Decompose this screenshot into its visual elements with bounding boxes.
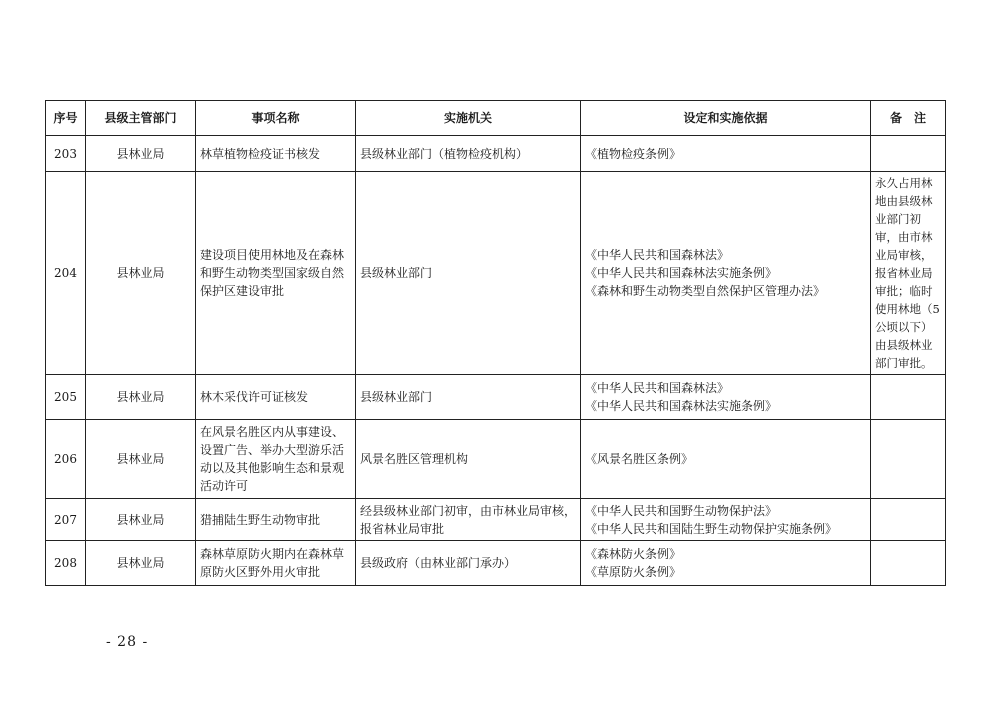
header-dept: 县级主管部门 [86, 101, 196, 136]
cell-seq: 208 [46, 541, 86, 586]
cell-dept: 县林业局 [86, 136, 196, 172]
cell-dept: 县林业局 [86, 420, 196, 499]
basis-line: 《风景名胜区条例》 [585, 452, 694, 466]
cell-dept: 县林业局 [86, 172, 196, 375]
cell-note [871, 499, 946, 541]
cell-item: 森林草原防火期内在森林草原防火区野外用火审批 [196, 541, 356, 586]
cell-agency: 县级林业部门（植物检疫机构） [356, 136, 581, 172]
table-header-row [46, 101, 946, 136]
header-agency: 实施机关 [356, 101, 581, 136]
basis-line: 《中华人民共和国森林法》 [585, 248, 730, 262]
cell-dept: 县林业局 [86, 499, 196, 541]
cell-dept: 县林业局 [86, 541, 196, 586]
basis-line: 《中华人民共和国森林法实施条例》 [585, 266, 778, 280]
cell-basis [581, 375, 871, 420]
cell-basis [581, 541, 871, 586]
cell-agency: 风景名胜区管理机构 [356, 420, 581, 499]
basis-line: 《中华人民共和国野生动物保护法》 [585, 503, 778, 518]
basis-line: 《中华人民共和国森林法》 [585, 381, 730, 395]
basis-line: 《中华人民共和国森林法实施条例》 [585, 399, 778, 413]
header-basis: 设定和实施依据 [581, 101, 871, 136]
basis-line: 《中华人民共和国陆生野生动物保护实施条例》 [585, 521, 838, 536]
cell-seq: 207 [46, 499, 86, 541]
table-row [46, 420, 946, 499]
basis-line: 《植物检疫条例》 [585, 146, 682, 161]
table-row [46, 136, 946, 172]
cell-item: 建设项目使用林地及在森林和野生动物类型国家级自然保护区建设审批 [196, 172, 356, 375]
cell-seq: 206 [46, 420, 86, 499]
cell-agency: 县级林业部门 [356, 375, 581, 420]
approval-items-table [45, 100, 946, 586]
cell-basis [581, 499, 871, 541]
page-number: - 28 - [106, 634, 149, 650]
cell-item: 林木采伐许可证核发 [196, 375, 356, 420]
table-row [46, 499, 946, 541]
cell-note: 永久占用林地由县级林业部门初审，由市林业局审核，报省林业局审批；临时使用林地（5公顷以下）由县级林业部门审批。 [871, 172, 946, 375]
header-item: 事项名称 [196, 101, 356, 136]
cell-agency: 经县级林业部门初审，由市林业局审核，报省林业局审批 [356, 499, 581, 541]
table-row [46, 375, 946, 420]
cell-note [871, 375, 946, 420]
header-note: 备 注 [871, 101, 946, 136]
cell-seq: 204 [46, 172, 86, 375]
cell-seq: 205 [46, 375, 86, 420]
cell-basis [581, 420, 871, 499]
basis-line: 《草原防火条例》 [585, 565, 682, 579]
basis-line: 《森林防火条例》 [585, 547, 682, 561]
cell-dept: 县林业局 [86, 375, 196, 420]
header-seq: 序号 [46, 101, 86, 136]
table-row [46, 541, 946, 586]
cell-seq: 203 [46, 136, 86, 172]
cell-basis [581, 136, 871, 172]
cell-basis [581, 172, 871, 375]
basis-line: 《森林和野生动物类型自然保护区管理办法》 [585, 284, 826, 298]
cell-note [871, 136, 946, 172]
table-row [46, 172, 946, 375]
cell-item: 林草植物检疫证书核发 [196, 136, 356, 172]
cell-note [871, 541, 946, 586]
cell-agency: 县级林业部门 [356, 172, 581, 375]
cell-note [871, 420, 946, 499]
cell-item: 在风景名胜区内从事建设、设置广告、举办大型游乐活动以及其他影响生态和景观活动许可 [196, 420, 356, 499]
cell-item: 猎捕陆生野生动物审批 [196, 499, 356, 541]
cell-agency: 县级政府（由林业部门承办） [356, 541, 581, 586]
